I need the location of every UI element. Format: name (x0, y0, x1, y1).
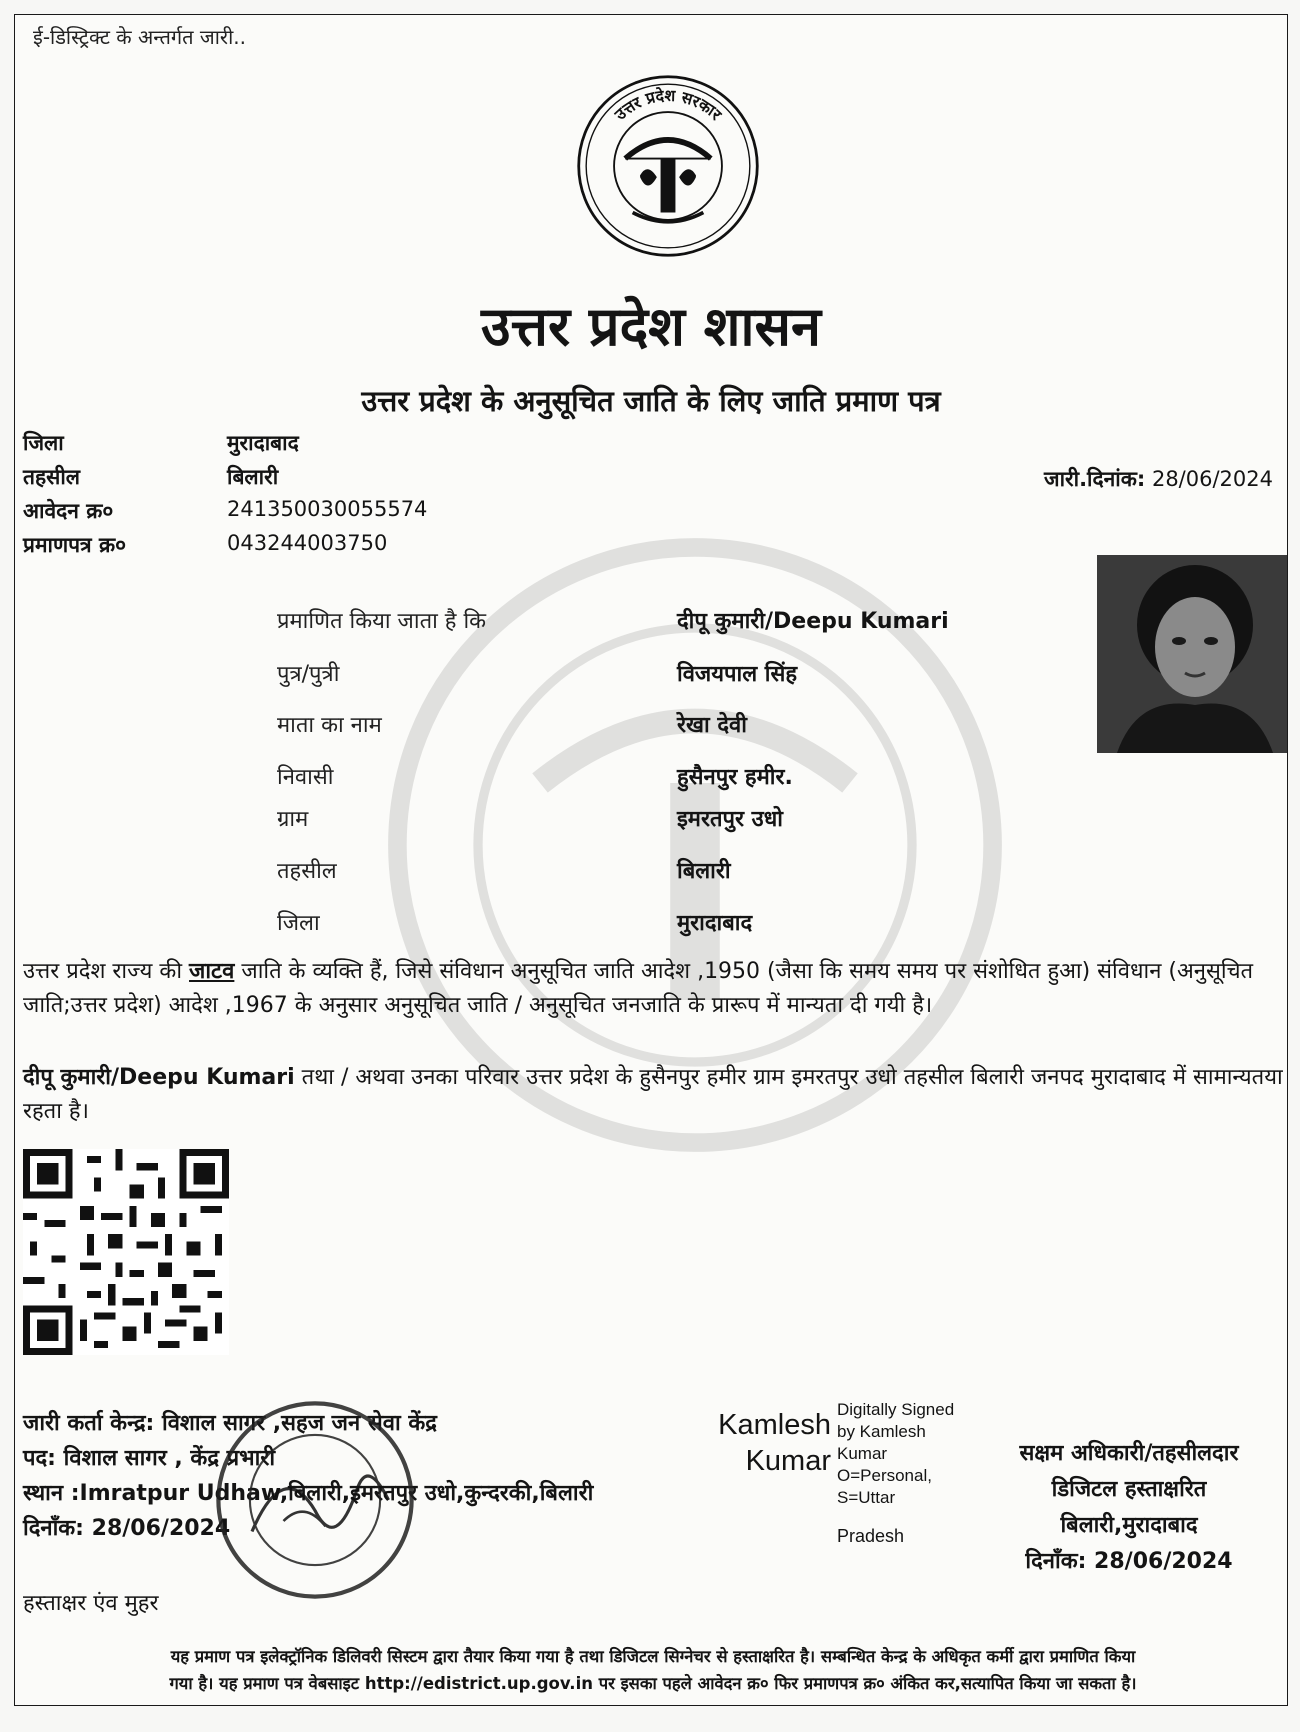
district-value: मुरादाबाद (227, 431, 299, 455)
issue-date-value: 28/06/2024 (1151, 467, 1273, 491)
detail-district-value: मुरादाबाद (677, 911, 753, 936)
signature-state: Pradesh (837, 1526, 905, 1546)
round-seal-stamp (205, 1395, 425, 1605)
village-value: इमरतपुर उधो (677, 807, 783, 832)
issuing-center: जारी कर्ता केन्द्र: विशाल सागर ,सहज जन सेवा केंद्र (23, 1411, 437, 1436)
caste-statement: उत्तर प्रदेश राज्य की जाटव जाति के व्यक्ति हैं, जिसे संविधान अनुसूचित जाति आदेश ,1950 (जैसा कि समय समय पर संशोधित हुआ) संविधान (अनुसूचित जाति;उत्तर प्रदेश) आदेश ,1967 के अनुसार अनुसूचित जाति / अनुसूचित जनजाति के प्रारूप में मान्यता दी गयी है। (23, 959, 1254, 1018)
qr-code (23, 1149, 229, 1355)
child-of-label: पुत्र/पुत्री (277, 662, 340, 687)
footer-disclaimer: यह प्रमाण पत्र इलेक्ट्रॉनिक डिलिवरी सिस्टम द्वारा तैयार किया गया है तथा डिजिटल सिग्नेचर से हस्ताक्षरित है। सम्बन्धित केन्द्र के अधिकृत कर्मी द्वारा प्रमाणित किया गया है। यह प्रमाण पत्र वेबसाइट http://edistrict.up.gov.in पर इसका पहले आवेदन क्र० फिर प्रमाणपत्र क्र० अंकित कर,सत्यापित किया जा सकता है। (169, 1647, 1137, 1693)
svg-text:उत्तर प्रदेश सरकार: उत्तर प्रदेश सरकार (610, 85, 726, 124)
digital-signature-details: Digitally Signed by Kamlesh Kumar O=Personal, S=Uttar (837, 1400, 955, 1507)
caste-name: जाटव (189, 959, 235, 984)
issue-date-label: जारी.दिनांक: (1044, 467, 1146, 491)
applicant-photo (1097, 555, 1288, 753)
issue-date (1044, 465, 1273, 493)
tehsil-label: तहसील (23, 465, 80, 489)
certificate-page (14, 14, 1288, 1706)
certificate-number-value: 043244003750 (227, 531, 388, 555)
district-label: जिला (23, 431, 64, 455)
signature-and-seal-label: हस्ताक्षर एंव मुहर (23, 1591, 159, 1616)
issuer-place: स्थान :Imratpur Udhaw,बिलारी,इमरतपुर उधो,कुन्दरकी,बिलारी (23, 1481, 594, 1506)
issuer-date: दिनॉंक: 28/06/2024 (23, 1516, 231, 1541)
residence-statement: दीपू कुमारी/Deepu Kumari तथा / अथवा उनका परिवार उत्तर प्रदेश के हुसैनपुर हमीर ग्राम इमरतपुर उधो तहसील बिलारी जनपद मुरादाबाद में सामान्यतया रहता है। (23, 1065, 1283, 1124)
mother-name-label: माता का नाम (277, 713, 382, 738)
government-title: उत्तर प्रदेश शासन (481, 295, 821, 358)
signer-name: Kamlesh Kumar (718, 1409, 831, 1477)
application-number-value: 241350030055574 (227, 497, 428, 521)
resident-value: हुसैनपुर हमीर. (677, 765, 793, 790)
application-number-label: आवेदन क्र० (23, 499, 114, 523)
mother-name: रेखा देवी (677, 713, 747, 738)
detail-district-label: जिला (277, 911, 320, 936)
certified-label: प्रमाणित किया जाता है कि (277, 609, 487, 634)
tehsil-value: बिलारी (227, 465, 279, 489)
detail-tehsil-label: तहसील (277, 859, 337, 884)
detail-tehsil-value: बिलारी (677, 859, 731, 884)
certificate-number-label: प्रमाणपत्र क्र० (23, 533, 127, 557)
edistrict-note: ई-डिस्ट्रिक्ट के अन्तर्गत जारी.. (33, 25, 246, 49)
holder-name-inline: दीपू कुमारी/Deepu Kumari (23, 1065, 295, 1090)
holder-name: दीपू कुमारी/Deepu Kumari (677, 609, 949, 634)
officer-date: दिनॉंक: 28/06/2024 (1025, 1549, 1233, 1574)
up-government-emblem (575, 73, 761, 259)
officer-signed: डिजिटल हस्ताक्षरित (1051, 1477, 1207, 1502)
officer-location: बिलारी,मुरादाबाद (1060, 1513, 1198, 1538)
village-label: ग्राम (277, 807, 309, 832)
father-name: विजयपाल सिंह (677, 662, 798, 687)
officer-title: सक्षम अधिकारी/तहसीलदार (1019, 1441, 1239, 1466)
issuer-post: पद: विशाल सागर , केंद्र प्रभारी (23, 1446, 276, 1471)
certificate-title: उत्तर प्रदेश के अनुसूचित जाति के लिए जाति प्रमाण पत्र (361, 384, 941, 418)
resident-label: निवासी (277, 765, 334, 790)
